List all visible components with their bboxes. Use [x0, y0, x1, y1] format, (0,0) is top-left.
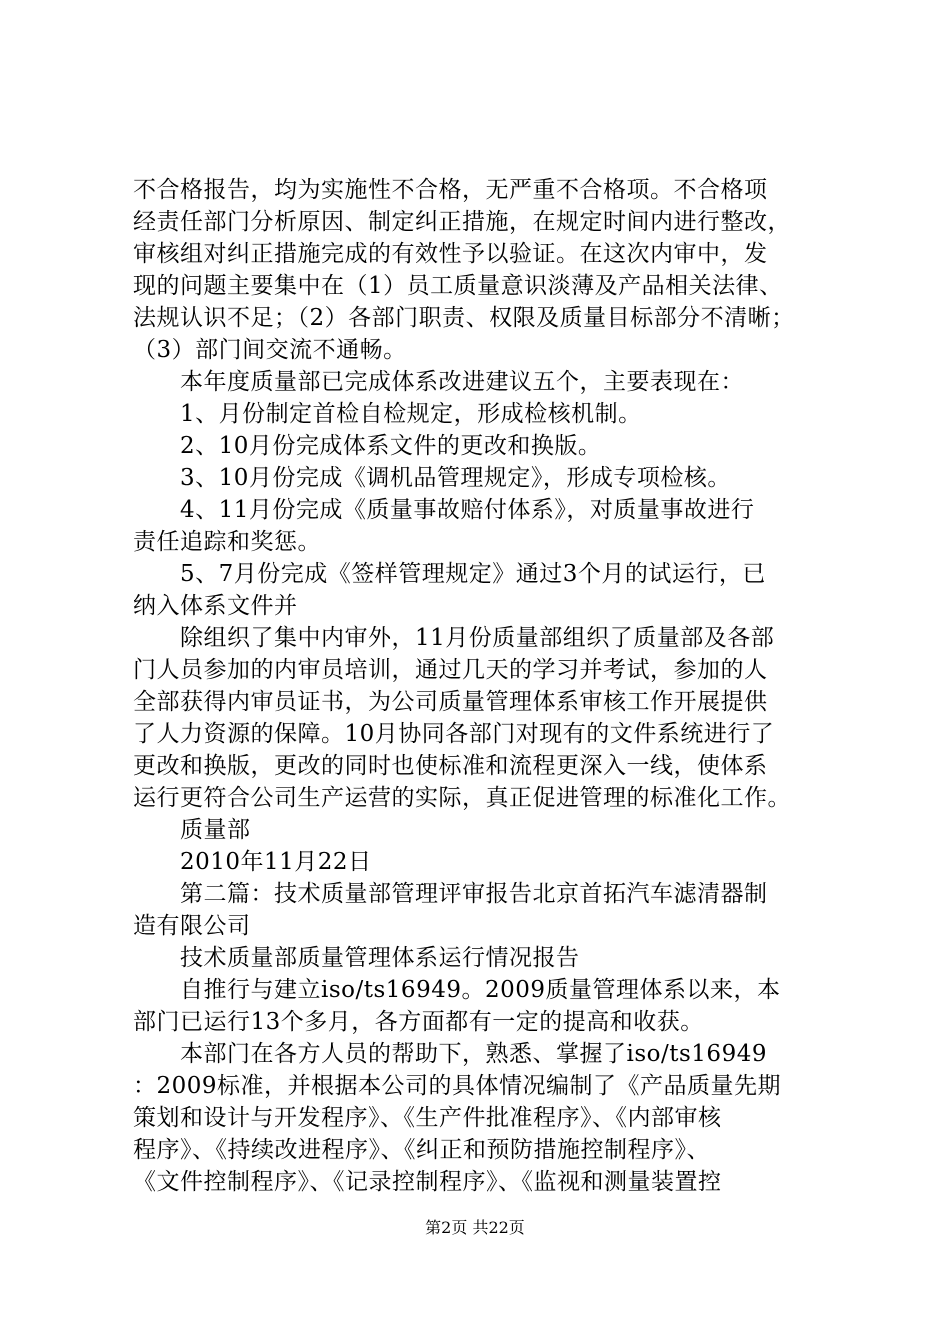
text-line: 责任追踪和奖惩。 [133, 529, 321, 555]
text-line: 纳入体系文件并 [133, 593, 298, 619]
text-line: 本部门在各方人员的帮助下，熟悉、掌握了iso/ts16949 [180, 1041, 767, 1067]
text-line: 自推行与建立iso/ts16949。2009质量管理体系以来，本 [180, 977, 781, 1003]
text-line: 法规认识不足；（2）各部门职责、权限及质量目标部分不清晰； [133, 305, 795, 331]
text-line: 除组织了集中内审外，11月份质量部组织了质量部及各部 [180, 625, 775, 651]
text-line: 更改和换版，更改的同时也使标准和流程更深入一线，使体系 [133, 753, 768, 779]
text-line: 了人力资源的保障。10月协同各部门对现有的文件系统进行了 [133, 721, 775, 747]
text-line: 4、11月份完成《质量事故赔付体系》，对质量事故进行 [180, 497, 755, 523]
text-line: ：2009标准，并根据本公司的具体情况编制了《产品质量先期 [133, 1073, 782, 1099]
text-line: 不合格报告，均为实施性不合格，无严重不合格项。不合格项 [133, 177, 768, 203]
text-line: 运行更符合公司生产运营的实际，真正促进管理的标准化工作。 [133, 785, 791, 811]
text-line: 经责任部门分析原因、制定纠正措施，在规定时间内进行整改， [133, 209, 791, 235]
text-line: 审核组对纠正措施完成的有效性予以验证。在这次内审中，发 [133, 241, 768, 267]
text-line: 造有限公司 [133, 913, 251, 939]
signature-department: 质量部 [180, 817, 251, 843]
text-line: 《文件控制程序》、《记录控制程序》、《监视和测量装置控 [133, 1169, 722, 1195]
text-line: 3、10月份完成《调机品管理规定》，形成专项检核。 [180, 465, 731, 491]
text-line: 本年度质量部已完成体系改进建议五个，主要表现在： [180, 369, 744, 395]
text-line: 现的问题主要集中在（1）员工质量意识淡薄及产品相关法律、 [133, 273, 783, 299]
text-line: 门人员参加的内审员培训，通过几天的学习并考试，参加的人 [133, 657, 768, 683]
text-line: 2、10月份完成体系文件的更改和换版。 [180, 433, 602, 459]
text-line: 全部获得内审员证书，为公司质量管理体系审核工作开展提供 [133, 689, 768, 715]
signature-date: 2010年11月22日 [180, 849, 372, 875]
section-heading: 技术质量部质量管理体系运行情况报告 [180, 945, 580, 971]
text-line: 部门已运行13个多月，各方面都有一定的提高和收获。 [133, 1009, 704, 1035]
text-line: 1、月份制定首检自检规定，形成检核机制。 [180, 401, 642, 427]
text-line: 第二篇：技术质量部管理评审报告北京首拓汽车滤清器制 [180, 881, 768, 907]
text-line: 程序》、《持续改进程序》、《纠正和预防措施控制程序》、 [133, 1137, 710, 1163]
text-line: 5、7月份完成《签样管理规定》通过3个月的试运行，已 [180, 561, 766, 587]
text-line: 策划和设计与开发程序》、《生产件批准程序》、《内部审核 [133, 1105, 722, 1131]
text-line: （3）部门间交流不通畅。 [133, 337, 407, 363]
page-number-footer: 第2页 共22页 [425, 1218, 525, 1237]
